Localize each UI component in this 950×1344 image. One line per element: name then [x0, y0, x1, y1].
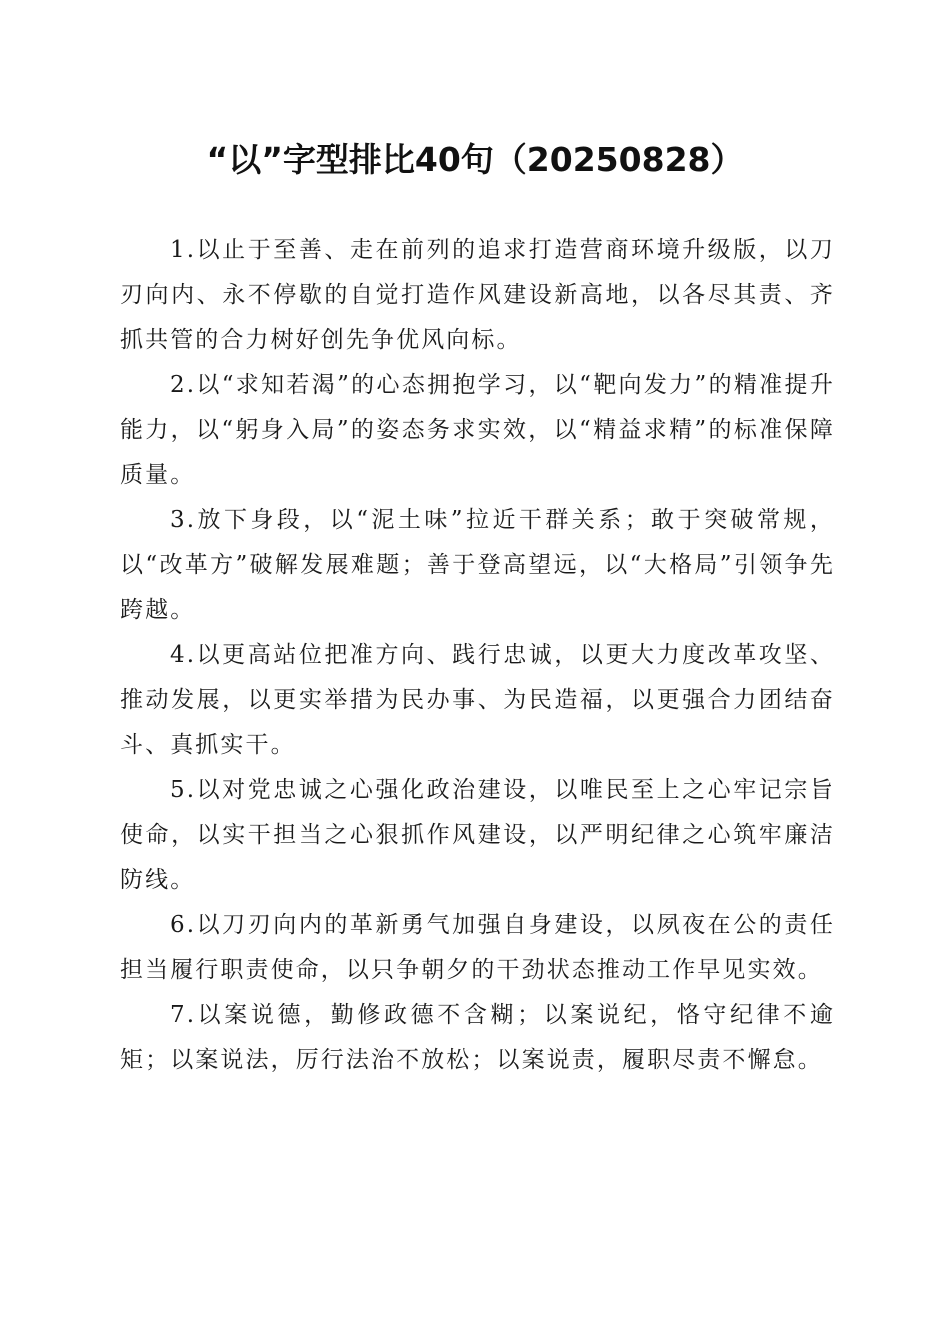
- document-body: [120, 228, 835, 1083]
- paragraph-1: 1.以止于至善、走在前列的追求打造营商环境升级版，以刀刃向内、永不停歇的自觉打造作风建设新高地，以各尽其责、齐抓共管的合力树好创先争优风向标。: [120, 237, 835, 353]
- paragraph-5: 5.以对党忠诚之心强化政治建设，以唯民至上之心牢记宗旨使命，以实干担当之心狠抓作风建设，以严明纪律之心筑牢廉洁防线。: [120, 777, 835, 893]
- paragraph-2: 2.以“求知若渴”的心态拥抱学习，以“靶向发力”的精准提升能力，以“躬身入局”的姿态务求实效，以“精益求精”的标准保障质量。: [120, 372, 835, 488]
- document-title: “以”字型排比40句（20250828）: [206, 140, 744, 179]
- paragraph-4: 4.以更高站位把准方向、践行忠诚，以更大力度改革攻坚、推动发展，以更实举措为民办事、为民造福，以更强合力团结奋斗、真抓实干。: [120, 642, 835, 758]
- paragraph-3: 3.放下身段，以“泥土味”拉近干群关系；敢于突破常规，以“改革方”破解发展难题；善于登高望远，以“大格局”引领争先跨越。: [120, 507, 835, 623]
- paragraph-7: 7.以案说德，勤修政德不含糊；以案说纪，恪守纪律不逾矩；以案说法，厉行法治不放松；以案说责，履职尽责不懈怠。: [120, 1002, 835, 1073]
- paragraph-6: 6.以刀刃向内的革新勇气加强自身建设，以夙夜在公的责任担当履行职责使命，以只争朝夕的干劲状态推动工作早见实效。: [120, 912, 835, 983]
